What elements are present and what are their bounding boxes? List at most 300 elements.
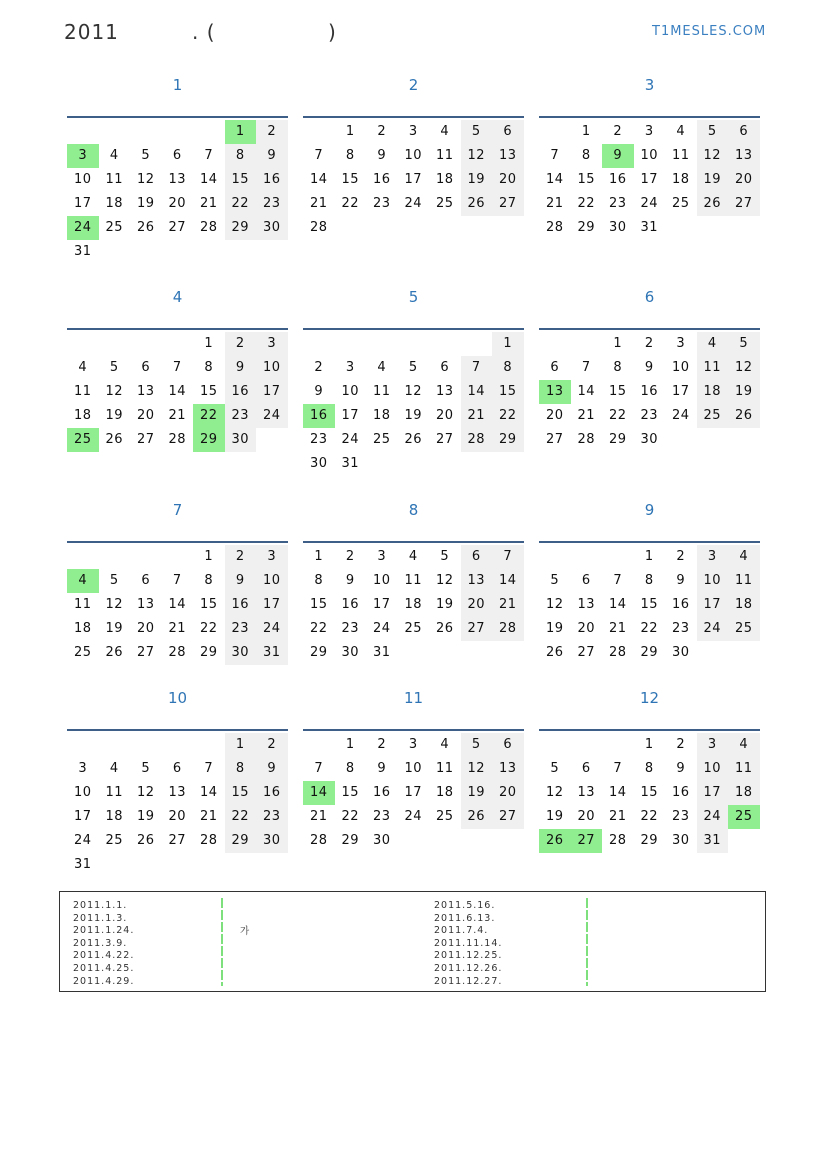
day-cell[interactable]: 20 xyxy=(136,621,155,636)
day-cell[interactable]: 19 xyxy=(105,621,124,636)
day-cell[interactable]: 13 xyxy=(577,597,596,612)
day-cell[interactable]: 29 xyxy=(640,833,659,848)
day-cell[interactable]: 17 xyxy=(256,593,288,617)
day-cell[interactable]: 12 xyxy=(136,172,155,187)
day-cell[interactable]: 5 xyxy=(461,733,493,757)
day-cell[interactable]: 29 xyxy=(640,645,659,660)
holiday-day-cell[interactable]: 27 xyxy=(571,829,603,853)
day-cell[interactable]: 27 xyxy=(435,432,454,447)
day-cell[interactable]: 13 xyxy=(136,597,155,612)
day-cell[interactable]: 3 xyxy=(408,737,418,752)
day-cell[interactable]: 24 xyxy=(640,196,659,211)
day-cell[interactable]: 12 xyxy=(697,144,729,168)
day-cell[interactable]: 11 xyxy=(728,569,760,593)
day-cell[interactable]: 13 xyxy=(136,384,155,399)
day-cell[interactable]: 28 xyxy=(577,432,596,447)
day-cell[interactable]: 13 xyxy=(728,144,760,168)
day-cell[interactable]: 16 xyxy=(341,597,360,612)
day-cell[interactable]: 26 xyxy=(461,805,493,829)
day-cell[interactable]: 11 xyxy=(697,356,729,380)
day-cell[interactable]: 22 xyxy=(225,192,257,216)
day-cell[interactable]: 17 xyxy=(671,384,690,399)
day-cell[interactable]: 23 xyxy=(309,432,328,447)
holiday-day-cell[interactable]: 4 xyxy=(67,569,99,593)
day-cell[interactable]: 6 xyxy=(581,573,591,588)
day-cell[interactable]: 27 xyxy=(577,645,596,660)
day-cell[interactable]: 15 xyxy=(341,172,360,187)
day-cell[interactable]: 13 xyxy=(435,384,454,399)
day-cell[interactable]: 14 xyxy=(309,172,328,187)
day-cell[interactable]: 9 xyxy=(676,573,686,588)
day-cell[interactable]: 27 xyxy=(545,432,564,447)
day-cell[interactable]: 21 xyxy=(492,593,524,617)
day-cell[interactable]: 2 xyxy=(676,549,686,564)
day-cell[interactable]: 23 xyxy=(256,192,288,216)
day-cell[interactable]: 1 xyxy=(204,336,214,351)
day-cell[interactable]: 29 xyxy=(309,645,328,660)
day-cell[interactable]: 17 xyxy=(341,408,360,423)
day-cell[interactable]: 26 xyxy=(404,432,423,447)
day-cell[interactable]: 18 xyxy=(728,781,760,805)
day-cell[interactable]: 21 xyxy=(168,408,187,423)
day-cell[interactable]: 8 xyxy=(314,573,324,588)
day-cell[interactable]: 1 xyxy=(644,737,654,752)
day-cell[interactable]: 11 xyxy=(728,757,760,781)
day-cell[interactable]: 26 xyxy=(545,645,564,660)
day-cell[interactable]: 13 xyxy=(492,144,524,168)
day-cell[interactable]: 27 xyxy=(168,220,187,235)
day-cell[interactable]: 30 xyxy=(608,220,627,235)
day-cell[interactable]: 25 xyxy=(671,196,690,211)
day-cell[interactable]: 24 xyxy=(73,833,92,848)
day-cell[interactable]: 27 xyxy=(728,192,760,216)
day-cell[interactable]: 23 xyxy=(256,805,288,829)
day-cell[interactable]: 29 xyxy=(225,216,257,240)
day-cell[interactable]: 10 xyxy=(697,569,729,593)
day-cell[interactable]: 10 xyxy=(671,360,690,375)
day-cell[interactable]: 21 xyxy=(199,196,218,211)
day-cell[interactable]: 9 xyxy=(256,144,288,168)
day-cell[interactable]: 18 xyxy=(73,621,92,636)
day-cell[interactable]: 15 xyxy=(608,384,627,399)
day-cell[interactable]: 10 xyxy=(73,172,92,187)
day-cell[interactable]: 25 xyxy=(435,196,454,211)
day-cell[interactable]: 7 xyxy=(172,360,182,375)
day-cell[interactable]: 19 xyxy=(404,408,423,423)
day-cell[interactable]: 24 xyxy=(697,805,729,829)
day-cell[interactable]: 12 xyxy=(461,757,493,781)
day-cell[interactable]: 27 xyxy=(461,617,493,641)
day-cell[interactable]: 23 xyxy=(372,196,391,211)
day-cell[interactable]: 12 xyxy=(545,597,564,612)
day-cell[interactable]: 21 xyxy=(168,621,187,636)
day-cell[interactable]: 14 xyxy=(492,569,524,593)
day-cell[interactable]: 11 xyxy=(372,384,391,399)
day-cell[interactable]: 11 xyxy=(435,148,454,163)
day-cell[interactable]: 17 xyxy=(256,380,288,404)
day-cell[interactable]: 24 xyxy=(404,809,423,824)
day-cell[interactable]: 19 xyxy=(461,168,493,192)
day-cell[interactable]: 27 xyxy=(168,833,187,848)
day-cell[interactable]: 31 xyxy=(372,645,391,660)
day-cell[interactable]: 19 xyxy=(105,408,124,423)
day-cell[interactable]: 7 xyxy=(204,761,214,776)
day-cell[interactable]: 2 xyxy=(225,332,257,356)
day-cell[interactable]: 23 xyxy=(225,404,257,428)
day-cell[interactable]: 10 xyxy=(256,356,288,380)
holiday-day-cell[interactable]: 25 xyxy=(67,428,99,452)
day-cell[interactable]: 15 xyxy=(199,597,218,612)
day-cell[interactable]: 9 xyxy=(314,384,324,399)
day-cell[interactable]: 8 xyxy=(345,148,355,163)
day-cell[interactable]: 5 xyxy=(697,120,729,144)
day-cell[interactable]: 9 xyxy=(644,360,654,375)
day-cell[interactable]: 30 xyxy=(309,456,328,471)
day-cell[interactable]: 21 xyxy=(577,408,596,423)
holiday-day-cell[interactable]: 29 xyxy=(193,428,225,452)
day-cell[interactable]: 19 xyxy=(697,168,729,192)
holiday-day-cell[interactable]: 16 xyxy=(303,404,335,428)
day-cell[interactable]: 15 xyxy=(577,172,596,187)
day-cell[interactable]: 21 xyxy=(309,196,328,211)
day-cell[interactable]: 2 xyxy=(256,733,288,757)
day-cell[interactable]: 1 xyxy=(613,336,623,351)
day-cell[interactable]: 3 xyxy=(256,545,288,569)
day-cell[interactable]: 27 xyxy=(136,432,155,447)
day-cell[interactable]: 22 xyxy=(640,621,659,636)
day-cell[interactable]: 31 xyxy=(73,244,92,259)
day-cell[interactable]: 29 xyxy=(199,645,218,660)
day-cell[interactable]: 15 xyxy=(341,785,360,800)
day-cell[interactable]: 2 xyxy=(345,549,355,564)
day-cell[interactable]: 18 xyxy=(105,809,124,824)
day-cell[interactable]: 11 xyxy=(435,761,454,776)
holiday-day-cell[interactable]: 22 xyxy=(193,404,225,428)
day-cell[interactable]: 17 xyxy=(372,597,391,612)
day-cell[interactable]: 28 xyxy=(309,833,328,848)
day-cell[interactable]: 6 xyxy=(550,360,560,375)
day-cell[interactable]: 17 xyxy=(640,172,659,187)
day-cell[interactable]: 13 xyxy=(168,172,187,187)
day-cell[interactable]: 14 xyxy=(545,172,564,187)
day-cell[interactable]: 8 xyxy=(225,757,257,781)
day-cell[interactable]: 9 xyxy=(676,761,686,776)
day-cell[interactable]: 1 xyxy=(345,737,355,752)
day-cell[interactable]: 4 xyxy=(109,761,119,776)
day-cell[interactable]: 31 xyxy=(697,829,729,853)
day-cell[interactable]: 18 xyxy=(435,172,454,187)
holiday-day-cell[interactable]: 26 xyxy=(539,829,571,853)
day-cell[interactable]: 31 xyxy=(341,456,360,471)
day-cell[interactable]: 9 xyxy=(345,573,355,588)
day-cell[interactable]: 7 xyxy=(172,573,182,588)
day-cell[interactable]: 23 xyxy=(341,621,360,636)
day-cell[interactable]: 6 xyxy=(492,733,524,757)
day-cell[interactable]: 22 xyxy=(225,805,257,829)
day-cell[interactable]: 25 xyxy=(728,617,760,641)
day-cell[interactable]: 30 xyxy=(671,833,690,848)
day-cell[interactable]: 21 xyxy=(608,809,627,824)
day-cell[interactable]: 22 xyxy=(608,408,627,423)
day-cell[interactable]: 16 xyxy=(225,593,257,617)
day-cell[interactable]: 24 xyxy=(671,408,690,423)
day-cell[interactable]: 26 xyxy=(136,833,155,848)
day-cell[interactable]: 10 xyxy=(341,384,360,399)
day-cell[interactable]: 6 xyxy=(440,360,450,375)
day-cell[interactable]: 22 xyxy=(199,621,218,636)
day-cell[interactable]: 7 xyxy=(314,761,324,776)
day-cell[interactable]: 2 xyxy=(377,124,387,139)
day-cell[interactable]: 7 xyxy=(492,545,524,569)
day-cell[interactable]: 5 xyxy=(109,573,119,588)
holiday-day-cell[interactable]: 9 xyxy=(602,144,634,168)
day-cell[interactable]: 22 xyxy=(341,809,360,824)
day-cell[interactable]: 18 xyxy=(105,196,124,211)
day-cell[interactable]: 19 xyxy=(728,380,760,404)
day-cell[interactable]: 14 xyxy=(199,785,218,800)
day-cell[interactable]: 23 xyxy=(671,621,690,636)
day-cell[interactable]: 28 xyxy=(309,220,328,235)
day-cell[interactable]: 20 xyxy=(492,781,524,805)
day-cell[interactable]: 25 xyxy=(372,432,391,447)
day-cell[interactable]: 28 xyxy=(492,617,524,641)
day-cell[interactable]: 9 xyxy=(377,148,387,163)
day-cell[interactable]: 15 xyxy=(492,380,524,404)
day-cell[interactable]: 3 xyxy=(377,549,387,564)
day-cell[interactable]: 12 xyxy=(105,597,124,612)
day-cell[interactable]: 10 xyxy=(372,573,391,588)
day-cell[interactable]: 6 xyxy=(172,148,182,163)
day-cell[interactable]: 12 xyxy=(545,785,564,800)
day-cell[interactable]: 26 xyxy=(435,621,454,636)
day-cell[interactable]: 17 xyxy=(73,809,92,824)
day-cell[interactable]: 14 xyxy=(461,380,493,404)
day-cell[interactable]: 22 xyxy=(341,196,360,211)
day-cell[interactable]: 4 xyxy=(78,360,88,375)
day-cell[interactable]: 6 xyxy=(492,120,524,144)
day-cell[interactable]: 3 xyxy=(78,761,88,776)
day-cell[interactable]: 13 xyxy=(492,757,524,781)
day-cell[interactable]: 6 xyxy=(172,761,182,776)
day-cell[interactable]: 7 xyxy=(581,360,591,375)
day-cell[interactable]: 18 xyxy=(73,408,92,423)
day-cell[interactable]: 7 xyxy=(613,573,623,588)
day-cell[interactable]: 26 xyxy=(105,432,124,447)
day-cell[interactable]: 28 xyxy=(168,645,187,660)
day-cell[interactable]: 7 xyxy=(314,148,324,163)
day-cell[interactable]: 18 xyxy=(404,597,423,612)
day-cell[interactable]: 10 xyxy=(640,148,659,163)
day-cell[interactable]: 15 xyxy=(225,168,257,192)
day-cell[interactable]: 24 xyxy=(404,196,423,211)
day-cell[interactable]: 9 xyxy=(225,569,257,593)
day-cell[interactable]: 8 xyxy=(644,573,654,588)
day-cell[interactable]: 16 xyxy=(671,785,690,800)
day-cell[interactable]: 3 xyxy=(697,733,729,757)
day-cell[interactable]: 4 xyxy=(728,733,760,757)
day-cell[interactable]: 16 xyxy=(225,380,257,404)
day-cell[interactable]: 8 xyxy=(204,360,214,375)
day-cell[interactable]: 25 xyxy=(404,621,423,636)
holiday-day-cell[interactable]: 1 xyxy=(225,120,257,144)
day-cell[interactable]: 20 xyxy=(492,168,524,192)
day-cell[interactable]: 15 xyxy=(309,597,328,612)
day-cell[interactable]: 10 xyxy=(73,785,92,800)
day-cell[interactable]: 29 xyxy=(577,220,596,235)
day-cell[interactable]: 5 xyxy=(728,332,760,356)
holiday-day-cell[interactable]: 13 xyxy=(539,380,571,404)
day-cell[interactable]: 20 xyxy=(168,196,187,211)
day-cell[interactable]: 18 xyxy=(435,785,454,800)
day-cell[interactable]: 12 xyxy=(728,356,760,380)
day-cell[interactable]: 23 xyxy=(225,617,257,641)
day-cell[interactable]: 4 xyxy=(440,737,450,752)
day-cell[interactable]: 16 xyxy=(256,781,288,805)
day-cell[interactable]: 28 xyxy=(199,833,218,848)
day-cell[interactable]: 19 xyxy=(461,781,493,805)
day-cell[interactable]: 6 xyxy=(728,120,760,144)
day-cell[interactable]: 14 xyxy=(168,384,187,399)
day-cell[interactable]: 2 xyxy=(613,124,623,139)
day-cell[interactable]: 2 xyxy=(256,120,288,144)
day-cell[interactable]: 8 xyxy=(492,356,524,380)
day-cell[interactable]: 8 xyxy=(225,144,257,168)
day-cell[interactable]: 31 xyxy=(256,641,288,665)
day-cell[interactable]: 19 xyxy=(545,809,564,824)
day-cell[interactable]: 30 xyxy=(341,645,360,660)
day-cell[interactable]: 15 xyxy=(199,384,218,399)
day-cell[interactable]: 1 xyxy=(581,124,591,139)
day-cell[interactable]: 26 xyxy=(136,220,155,235)
day-cell[interactable]: 25 xyxy=(105,220,124,235)
day-cell[interactable]: 11 xyxy=(105,172,124,187)
day-cell[interactable]: 11 xyxy=(671,148,690,163)
day-cell[interactable]: 17 xyxy=(404,785,423,800)
day-cell[interactable]: 26 xyxy=(461,192,493,216)
day-cell[interactable]: 1 xyxy=(492,332,524,356)
day-cell[interactable]: 10 xyxy=(404,148,423,163)
day-cell[interactable]: 4 xyxy=(408,549,418,564)
day-cell[interactable]: 4 xyxy=(109,148,119,163)
day-cell[interactable]: 28 xyxy=(461,428,493,452)
day-cell[interactable]: 12 xyxy=(136,785,155,800)
day-cell[interactable]: 1 xyxy=(225,733,257,757)
day-cell[interactable]: 3 xyxy=(697,545,729,569)
day-cell[interactable]: 20 xyxy=(545,408,564,423)
day-cell[interactable]: 14 xyxy=(168,597,187,612)
day-cell[interactable]: 10 xyxy=(256,569,288,593)
day-cell[interactable]: 14 xyxy=(577,384,596,399)
day-cell[interactable]: 24 xyxy=(697,617,729,641)
day-cell[interactable]: 11 xyxy=(73,597,92,612)
day-cell[interactable]: 24 xyxy=(256,617,288,641)
day-cell[interactable]: 25 xyxy=(435,809,454,824)
day-cell[interactable]: 8 xyxy=(204,573,214,588)
day-cell[interactable]: 3 xyxy=(408,124,418,139)
day-cell[interactable]: 11 xyxy=(105,785,124,800)
day-cell[interactable]: 7 xyxy=(550,148,560,163)
day-cell[interactable]: 30 xyxy=(225,641,257,665)
day-cell[interactable]: 23 xyxy=(640,408,659,423)
day-cell[interactable]: 5 xyxy=(550,761,560,776)
day-cell[interactable]: 18 xyxy=(697,380,729,404)
day-cell[interactable]: 2 xyxy=(314,360,324,375)
day-cell[interactable]: 12 xyxy=(105,384,124,399)
day-cell[interactable]: 11 xyxy=(404,573,423,588)
day-cell[interactable]: 29 xyxy=(608,432,627,447)
day-cell[interactable]: 9 xyxy=(377,761,387,776)
day-cell[interactable]: 26 xyxy=(728,404,760,428)
day-cell[interactable]: 7 xyxy=(461,356,493,380)
day-cell[interactable]: 31 xyxy=(73,857,92,872)
day-cell[interactable]: 6 xyxy=(581,761,591,776)
day-cell[interactable]: 7 xyxy=(204,148,214,163)
day-cell[interactable]: 9 xyxy=(256,757,288,781)
day-cell[interactable]: 16 xyxy=(671,597,690,612)
day-cell[interactable]: 12 xyxy=(435,573,454,588)
day-cell[interactable]: 17 xyxy=(697,781,729,805)
day-cell[interactable]: 3 xyxy=(256,332,288,356)
day-cell[interactable]: 5 xyxy=(550,573,560,588)
day-cell[interactable]: 28 xyxy=(608,645,627,660)
day-cell[interactable]: 25 xyxy=(73,645,92,660)
day-cell[interactable]: 4 xyxy=(728,545,760,569)
day-cell[interactable]: 24 xyxy=(341,432,360,447)
day-cell[interactable]: 18 xyxy=(671,172,690,187)
day-cell[interactable]: 22 xyxy=(640,809,659,824)
holiday-day-cell[interactable]: 3 xyxy=(67,144,99,168)
day-cell[interactable]: 5 xyxy=(141,148,151,163)
day-cell[interactable]: 20 xyxy=(461,593,493,617)
day-cell[interactable]: 19 xyxy=(545,621,564,636)
day-cell[interactable]: 14 xyxy=(608,597,627,612)
day-cell[interactable]: 30 xyxy=(372,833,391,848)
day-cell[interactable]: 4 xyxy=(676,124,686,139)
day-cell[interactable]: 29 xyxy=(341,833,360,848)
day-cell[interactable]: 1 xyxy=(314,549,324,564)
day-cell[interactable]: 6 xyxy=(141,360,151,375)
day-cell[interactable]: 19 xyxy=(136,809,155,824)
day-cell[interactable]: 4 xyxy=(440,124,450,139)
day-cell[interactable]: 14 xyxy=(608,785,627,800)
day-cell[interactable]: 2 xyxy=(644,336,654,351)
day-cell[interactable]: 22 xyxy=(309,621,328,636)
day-cell[interactable]: 25 xyxy=(697,404,729,428)
day-cell[interactable]: 8 xyxy=(345,761,355,776)
day-cell[interactable]: 24 xyxy=(256,404,288,428)
day-cell[interactable]: 16 xyxy=(256,168,288,192)
brand-logo-text[interactable]: T1MESLES.COM xyxy=(652,24,767,39)
day-cell[interactable]: 4 xyxy=(697,332,729,356)
day-cell[interactable]: 10 xyxy=(404,761,423,776)
day-cell[interactable]: 26 xyxy=(105,645,124,660)
day-cell[interactable]: 1 xyxy=(644,549,654,564)
day-cell[interactable]: 3 xyxy=(676,336,686,351)
day-cell[interactable]: 1 xyxy=(204,549,214,564)
day-cell[interactable]: 20 xyxy=(435,408,454,423)
day-cell[interactable]: 13 xyxy=(168,785,187,800)
day-cell[interactable]: 20 xyxy=(577,809,596,824)
day-cell[interactable]: 22 xyxy=(492,404,524,428)
day-cell[interactable]: 5 xyxy=(141,761,151,776)
day-cell[interactable]: 23 xyxy=(671,809,690,824)
day-cell[interactable]: 2 xyxy=(377,737,387,752)
day-cell[interactable]: 24 xyxy=(372,621,391,636)
day-cell[interactable]: 23 xyxy=(608,196,627,211)
day-cell[interactable]: 31 xyxy=(640,220,659,235)
day-cell[interactable]: 29 xyxy=(492,428,524,452)
day-cell[interactable]: 8 xyxy=(613,360,623,375)
